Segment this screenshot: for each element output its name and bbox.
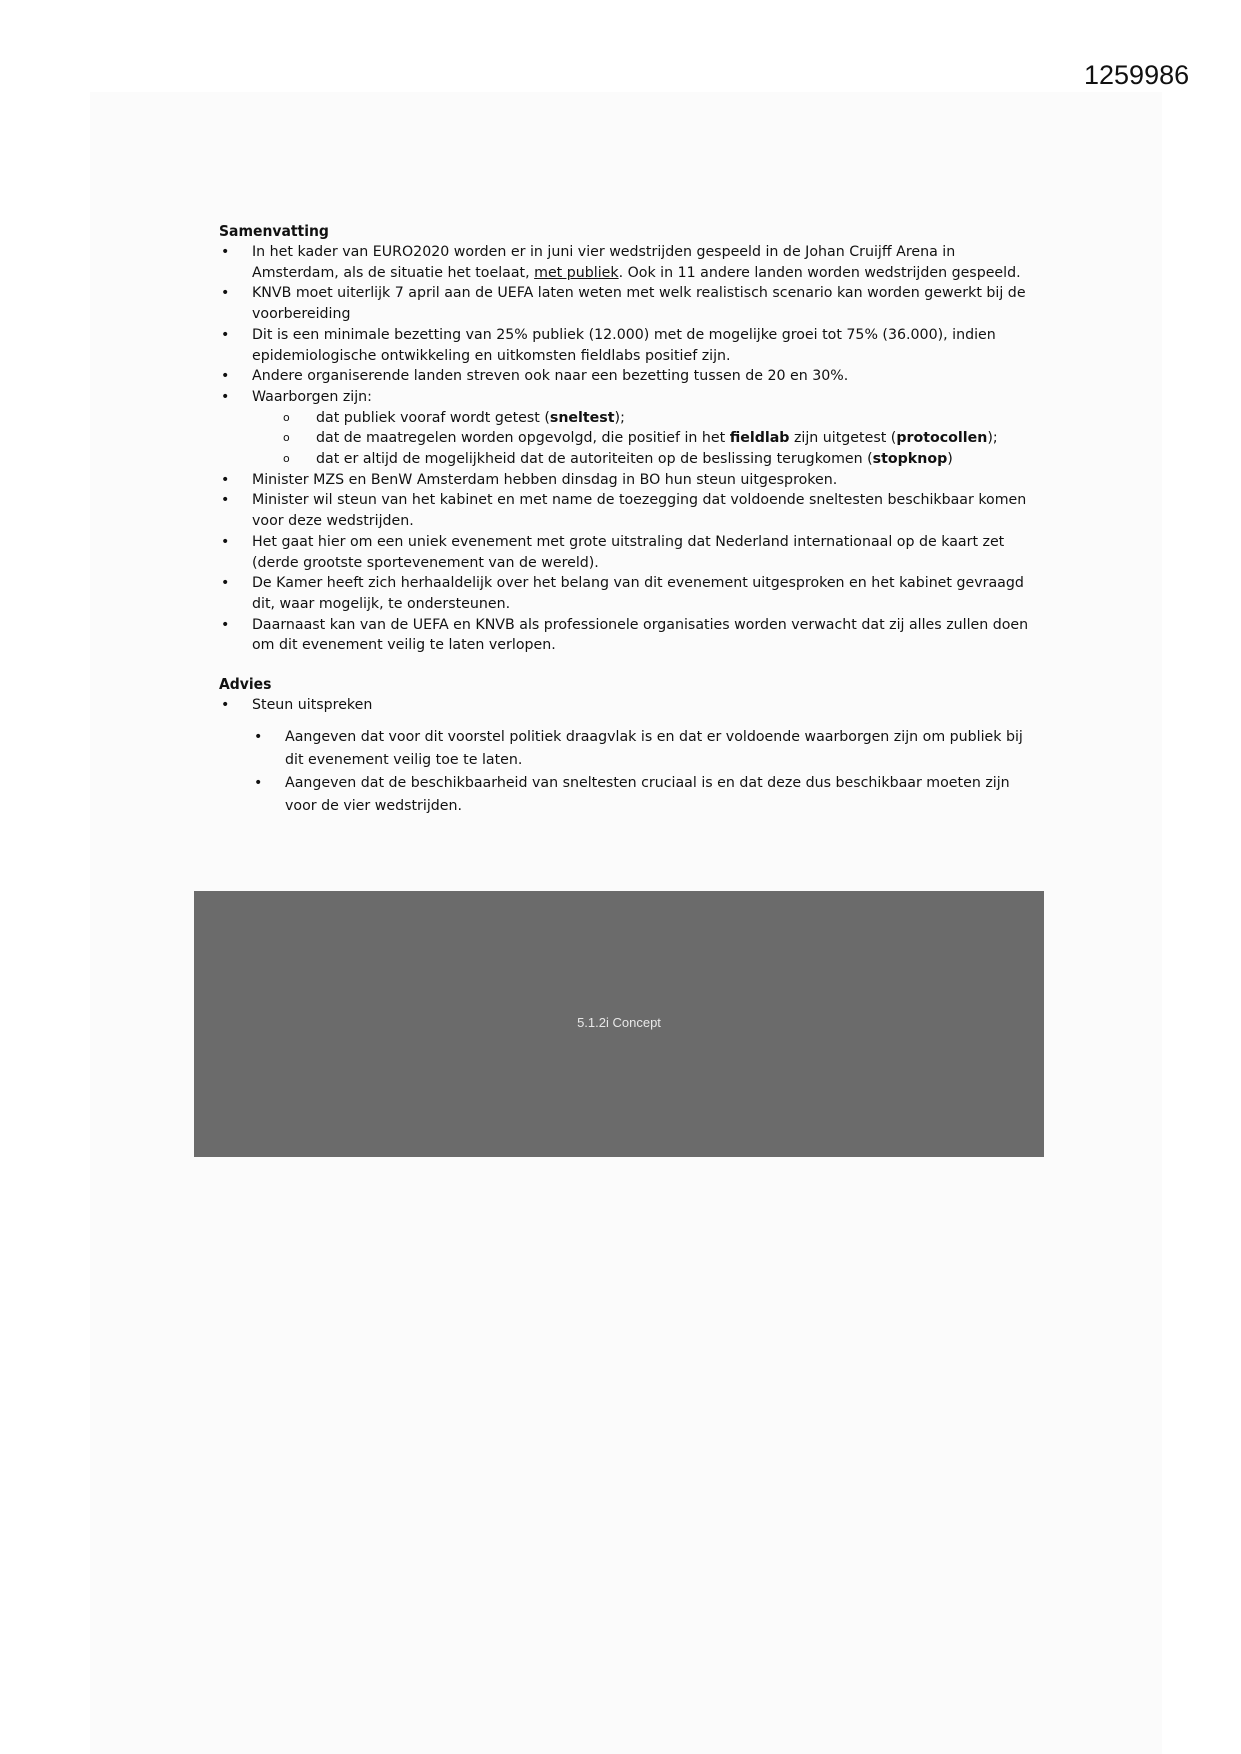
section-heading-samenvatting: Samenvatting (219, 222, 329, 240)
text: ); (987, 430, 998, 447)
list-item: • Dit is een minimale bezetting van 25% publiek (12.000) met de mogelijke groei tot 75% (36.000), indien epidemiologische ontwikkeling en uitkomsten fieldlabs positief zijn. (219, 325, 1029, 366)
list-item (219, 242, 1029, 283)
list-item: • Minister MZS en BenW Amsterdam hebben dinsdag in BO hun steun uitgesproken. (219, 470, 1029, 491)
text: zijn uitgetest ( (789, 430, 897, 447)
list-item: • Waarborgen zijn: (219, 387, 1029, 408)
text: dat de maatregelen worden opgevolgd, die positief in het (316, 430, 730, 447)
text: dat publiek vooraf wordt getest ( (316, 409, 550, 426)
list-item: • KNVB moet uiterlijk 7 april aan de UEFA laten weten met welk realistisch scenario kan worden gewerkt bij de voorbereiding (219, 283, 1029, 324)
text: ); (614, 409, 625, 426)
document-number: 1259986 (1084, 60, 1190, 90)
list-item: • Het gaat hier om een uniek evenement met grote uitstraling dat Nederland internationaal op de kaart zet (derde grootste sportevenement van de wereld). (219, 532, 1029, 573)
bold-text: stopknop (872, 451, 948, 468)
redaction-block (194, 891, 1044, 1157)
list-item: • Daarnaast kan van de UEFA en KNVB als professionele organisaties worden verwacht dat zij alles zullen doen om dit evenement veilig te laten verlopen. (219, 615, 1029, 656)
sub-list-item: • Aangeven dat voor dit voorstel politiek draagvlak is en dat er voldoende waarborgen zijn om publiek bij dit evenement veilig toe te laten. (219, 726, 1029, 772)
sub-list-item: • Aangeven dat de beschikbaarheid van sneltesten cruciaal is en dat deze dus beschikbaar moeten zijn voor de vier wedstrijden. (219, 772, 1029, 818)
bold-text: sneltest (549, 409, 615, 426)
text: dat er altijd de mogelijkheid dat de autoriteiten op de beslissing terugkomen ( (316, 451, 873, 468)
underlined-text: met publiek (534, 264, 619, 281)
text: In het kader van EURO2020 worden er in juni vier wedstrijden gespeeld in de Johan Cruijff Arena in Amsterdam, als de situatie het toelaat, (252, 244, 956, 281)
advies-sub-list (219, 726, 1029, 818)
text: . Ook in 11 andere landen worden wedstrijden gespeeld. (618, 264, 1021, 281)
advies-list (219, 695, 1029, 716)
list-item: • Andere organiserende landen streven ook naar een bezetting tussen de 20 en 30%. (219, 366, 1029, 387)
bold-text: protocollen (896, 430, 988, 447)
bold-text: fieldlab (729, 430, 790, 447)
list-item: • De Kamer heeft zich herhaaldelijk over het belang van dit evenement uitgesproken en het kabinet gevraagd dit, waar mogelijk, te ondersteunen. (219, 573, 1029, 614)
samenvatting-list (219, 242, 1029, 656)
sub-list-item (219, 408, 1029, 429)
redaction-label: 5.1.2i Concept (577, 1015, 661, 1030)
list-item: • Minister wil steun van het kabinet en met name de toezegging dat voldoende sneltesten beschikbaar komen voor deze wedstrijden. (219, 490, 1029, 531)
document-body (219, 220, 1029, 818)
text: ) (947, 451, 953, 468)
section-heading-advies: Advies (219, 675, 272, 694)
list-item: • Steun uitspreken (219, 695, 1029, 716)
sub-list-item (219, 449, 1029, 470)
sub-list-item (219, 428, 1029, 449)
